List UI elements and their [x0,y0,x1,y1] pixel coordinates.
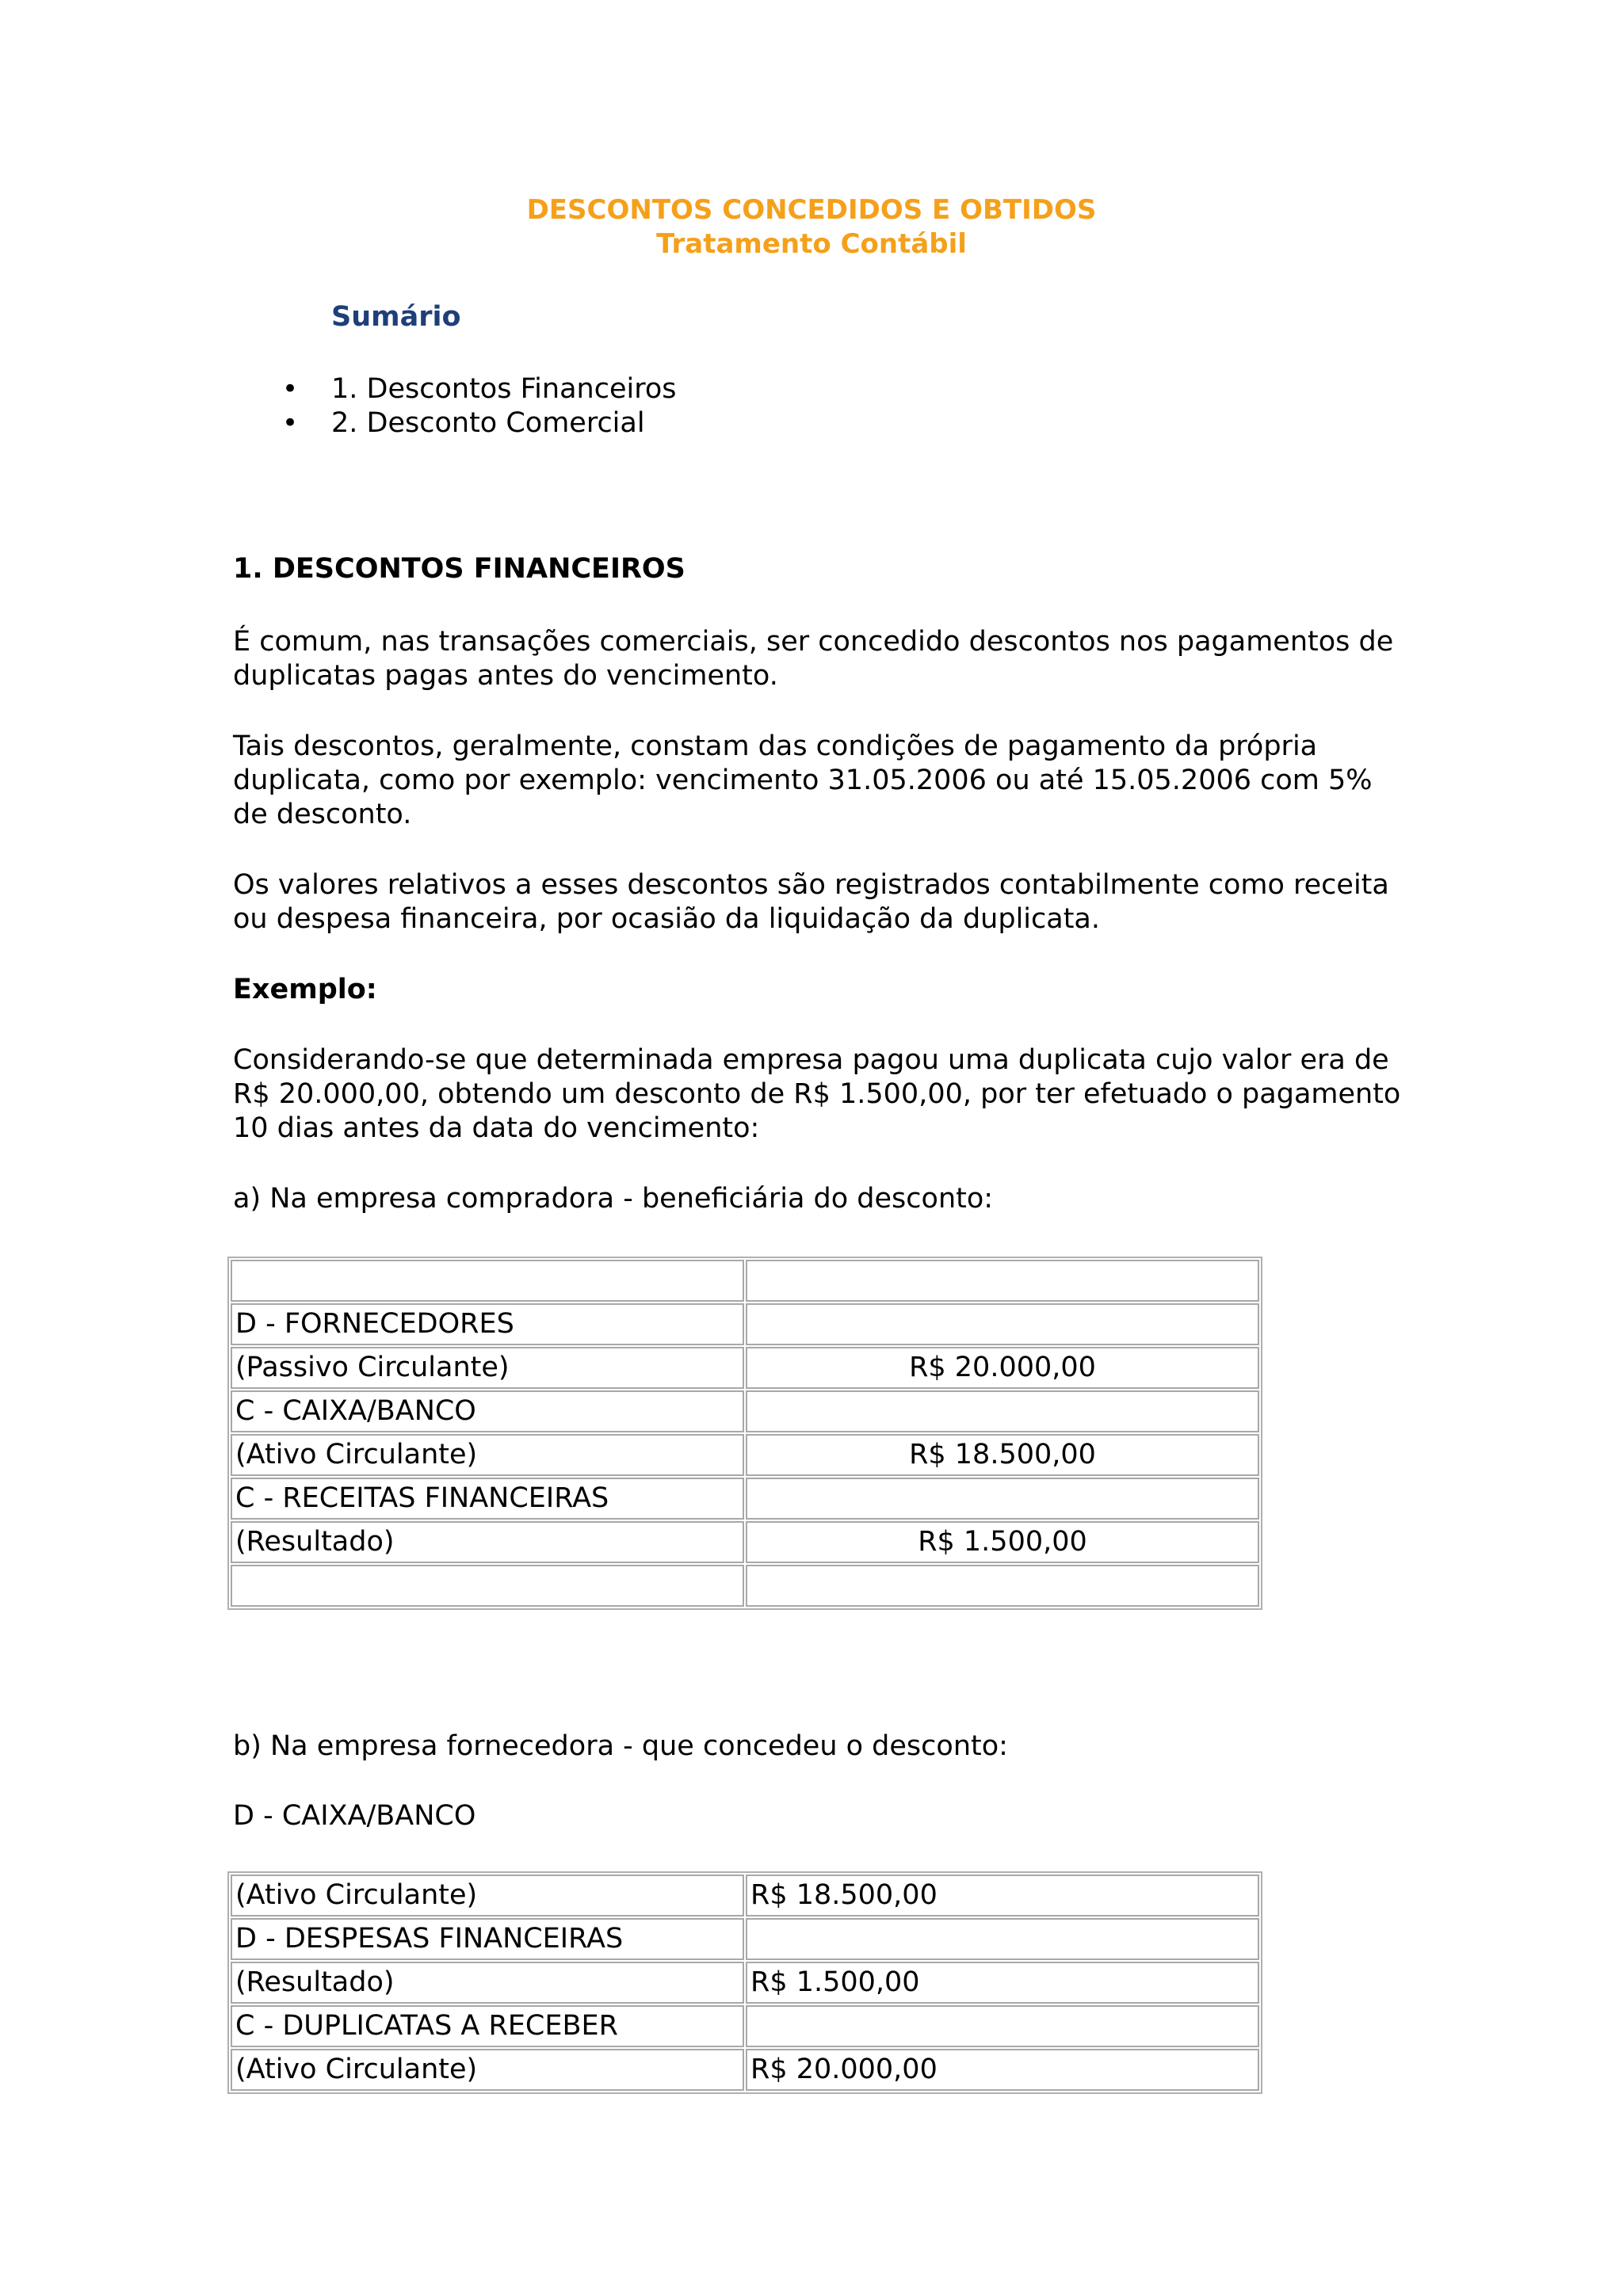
table-cell: C - RECEITAS FINANCEIRAS [231,1478,744,1520]
summary-heading: Sumário [331,301,461,333]
table-row [231,2049,1259,2091]
table-cell: (Ativo Circulante) [231,2049,744,2091]
document-subtitle: Tratamento Contábil [656,228,967,260]
table-cell: (Ativo Circulante) [231,1875,744,1917]
text-line: R$ 20.000,00, obtendo um desconto de R$ 1.500,00, por ter efetuado o pagamento [233,1078,1401,1110]
table-row [231,1347,1259,1389]
table-cell: C - DUPLICATAS A RECEBER [231,2005,744,2047]
summary-link-1[interactable]: 1. Descontos Financeiros [331,373,677,405]
table-cell [746,1565,1259,1607]
table-cell [231,1565,744,1607]
table-row [231,1875,1259,1917]
bullet-icon: • [282,373,299,405]
table-cell [746,1260,1259,1302]
table-cell: D - FORNECEDORES [231,1303,744,1345]
table-cell: C - CAIXA/BANCO [231,1390,744,1432]
paragraph-1 [233,625,1422,693]
table-row [231,1478,1259,1520]
text-line: Considerando-se que determinada empresa pagou uma duplicata cujo valor era de [233,1044,1389,1076]
table-cell: R$ 1.500,00 [746,1521,1259,1563]
table-row [231,1260,1259,1302]
ledger-table-a [227,1257,1262,1610]
table-cell [746,1303,1259,1345]
table-row [231,1434,1259,1476]
table-row [231,1390,1259,1432]
text-line: 10 dias antes da data do vencimento: [233,1112,760,1144]
table-cell: R$ 1.500,00 [746,1962,1259,2004]
text-line: de desconto. [233,799,412,830]
section-heading: 1. DESCONTOS FINANCEIROS [233,553,685,585]
table-cell [746,1918,1259,1960]
paragraph-4 [233,1043,1422,1146]
table-cell: (Ativo Circulante) [231,1434,744,1476]
text-line: É comum, nas transações comerciais, ser concedido descontos nos pagamentos de [233,626,1394,658]
table-row [231,1521,1259,1563]
summary-link-2[interactable]: 2. Desconto Comercial [331,407,645,439]
case-b-label: b) Na empresa fornecedora - que concedeu o desconto: [233,1730,1008,1762]
table-cell: R$ 20.000,00 [746,1347,1259,1389]
table-cell: R$ 18.500,00 [746,1434,1259,1476]
table-cell [746,1390,1259,1432]
example-label: Exemplo: [233,974,377,1005]
case-a-label: a) Na empresa compradora - beneficiária do desconto: [233,1183,994,1215]
paragraph-3 [233,868,1422,936]
table-row [231,1303,1259,1345]
text-line: duplicatas pagas antes do vencimento. [233,660,778,692]
case-b-first-entry: D - CAIXA/BANCO [233,1800,476,1832]
table-cell [231,1260,744,1302]
text-line: duplicata, como por exemplo: vencimento 31.05.2006 ou até 15.05.2006 com 5% [233,765,1373,796]
ledger-table-b [227,1871,1262,2094]
table-cell: R$ 20.000,00 [746,2049,1259,2091]
table-row [231,1918,1259,1960]
table-row [231,1962,1259,2004]
document-title: DESCONTOS CONCEDIDOS E OBTIDOS [526,194,1097,226]
table-row [231,2005,1259,2047]
text-line: ou despesa financeira, por ocasião da liquidação da duplicata. [233,903,1101,935]
paragraph-2 [233,730,1422,832]
table-cell [746,2005,1259,2047]
table-cell: (Passivo Circulante) [231,1347,744,1389]
table-row [231,1565,1259,1607]
table-cell: R$ 18.500,00 [746,1875,1259,1917]
bullet-icon: • [282,407,299,439]
table-cell: (Resultado) [231,1521,744,1563]
text-line: Os valores relativos a esses descontos são registrados contabilmente como receita [233,869,1389,901]
table-cell: (Resultado) [231,1962,744,2004]
table-cell [746,1478,1259,1520]
table-cell: D - DESPESAS FINANCEIRAS [231,1918,744,1960]
text-line: Tais descontos, geralmente, constam das condições de pagamento da própria [233,730,1318,762]
